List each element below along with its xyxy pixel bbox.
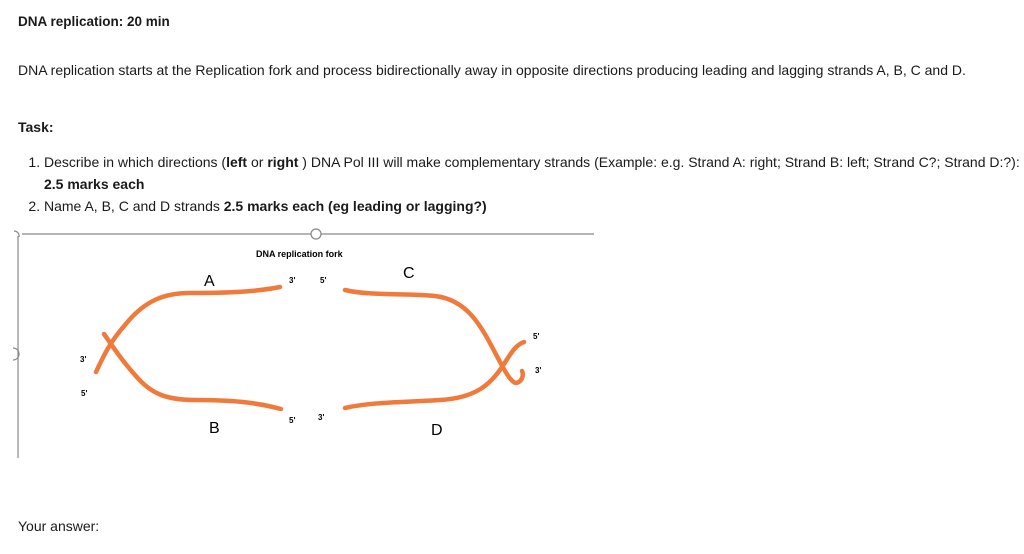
- task-heading: Task:: [18, 119, 54, 135]
- end-label: 3': [535, 366, 542, 375]
- strand-label-c: C: [403, 265, 415, 282]
- end-label: 5': [289, 416, 296, 425]
- strand-label-b: B: [209, 420, 220, 437]
- intro-text: DNA replication starts at the Replication fork and process bidirectionally away in opposite directions producing leading and lagging strands A, B, C and D.: [18, 62, 966, 78]
- strand-c: [345, 290, 523, 383]
- end-label: 5': [81, 389, 88, 398]
- end-label: 3': [289, 276, 296, 285]
- end-label: 5': [533, 332, 540, 341]
- answer-label: Your answer:: [18, 518, 100, 534]
- task-item-1: 1. Describe in which directions (left or right ) DNA Pol III will make complementary strands (Example: e.g. Strand A: right; Strand B: left; Strand C?; Strand D:?): 2.5 marks each: [44, 151, 1024, 195]
- end-label: 3': [80, 355, 87, 364]
- strand-label-d: D: [431, 422, 443, 439]
- diagram-title: DNA replication fork: [256, 249, 343, 259]
- strand-b: [104, 334, 281, 409]
- resize-handle-top[interactable]: [311, 229, 321, 239]
- image-frame[interactable]: [13, 229, 594, 458]
- strand-label-a: A: [204, 273, 215, 290]
- task-item-2: 2. Name A, B, C and D strands 2.5 marks each (eg leading or lagging?): [44, 195, 1024, 217]
- end-label: 5': [320, 276, 327, 285]
- page-title: DNA replication: 20 min: [18, 14, 170, 29]
- end-label: 3': [318, 413, 325, 422]
